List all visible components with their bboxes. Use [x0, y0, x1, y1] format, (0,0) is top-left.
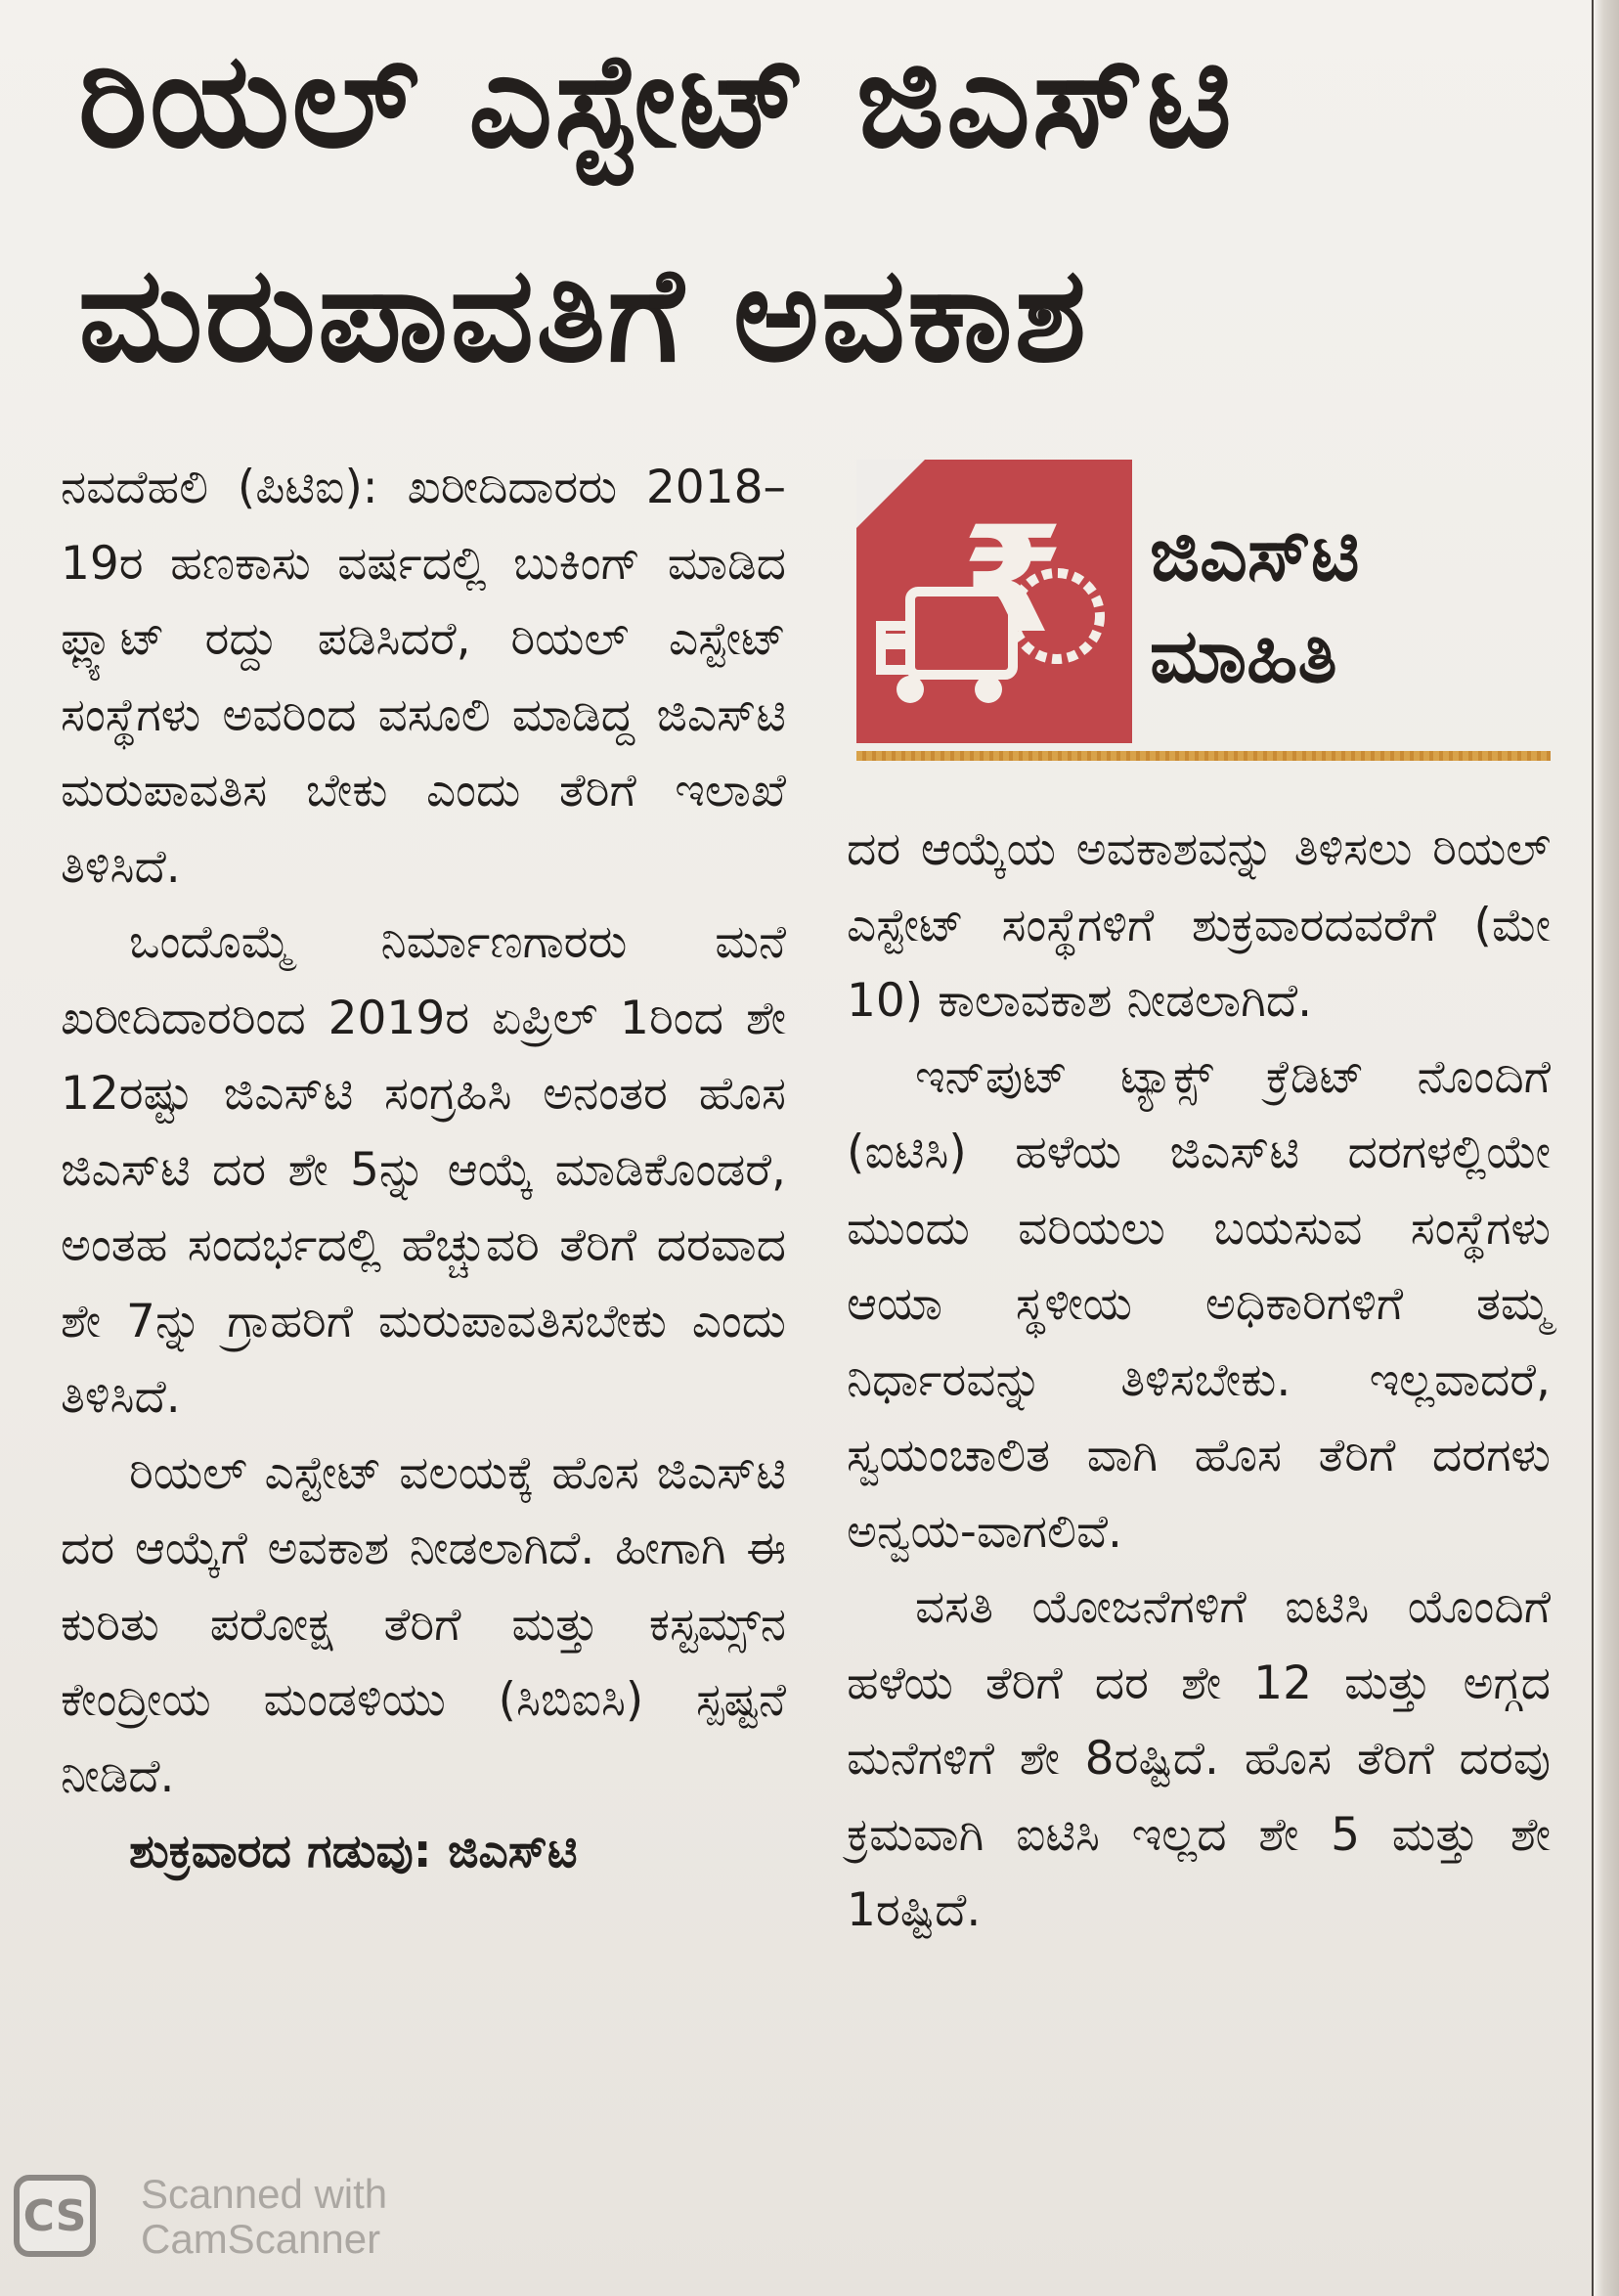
svg-text:₹: ₹	[961, 496, 1065, 666]
rupee-truck-icon	[856, 460, 1132, 743]
article-paragraph: ವಸತಿ ಯೋಜನೆಗಳಿಗೆ ಐಟಿಸಿ ಯೊಂದಿಗೆ ಹಳೆಯ ತೆರಿಗೆ ದರ ಶೇ 12 ಮತ್ತು ಅಗ್ಗದ ಮನೆಗಳಿಗೆ ಶೇ 8ರಷ್ಟಿದೆ. ಹೊಸ ತೆರಿಗೆ ದರವು ಕ್ರಮವಾಗಿ ಐಟಿಸಿ ಇಲ್ಲದ ಶೇ 5 ಮತ್ತು ಶೇ 1ರಷ್ಟಿದೆ.	[847, 1580, 1551, 1937]
page-edge	[1592, 0, 1619, 2296]
info-box-title	[1150, 504, 1541, 707]
watermark-line-2: CamScanner	[141, 2216, 381, 2262]
headline-line-2: ಮರುಪಾವತಿಗೆ ಅವಕಾಶ	[78, 239, 1089, 391]
headline-line-1: ರಿಯಲ್ ಎಸ್ಟೇಟ್ ಜಿಎಸ್‌ಟಿ	[78, 24, 1234, 177]
article-paragraph: ಒಂದೊಮ್ಮೆ ನಿರ್ಮಾಣಗಾರರು ಮನೆ ಖರೀದಿದಾರರಿಂದ 2019ರ ಏಪ್ರಿಲ್ 1ರಿಂದ ಶೇ 12ರಷ್ಟು ಜಿಎಸ್‌ಟಿ ಸಂಗ್ರಹಿಸಿ ಅನಂತರ ಹೊಸ ಜಿಎಸ್‌ಟಿ ದರ ಶೇ 5ನ್ನು ಆಯ್ಕೆ ಮಾಡಿಕೊಂಡರೆ, ಅಂತಹ ಸಂದರ್ಭದಲ್ಲಿ ಹೆಚ್ಚುವರಿ ತೆರಿಗೆ ದರವಾದ ಶೇ 7ನ್ನು ಗ್ರಾಹರಿಗೆ ಮರುಪಾವತಿಸಬೇಕು ಎಂದು ತಿಳಿಸಿದೆ.	[61, 915, 786, 1424]
camscanner-watermark	[14, 2163, 424, 2271]
article-paragraph: ದರ ಆಯ್ಕೆಯ ಅವಕಾಶವನ್ನು ತಿಳಿಸಲು ರಿಯಲ್ ಎಸ್ಟೇಟ್ ಸಂಸ್ಥೆಗಳಿಗೆ ಶುಕ್ರವಾರದವರೆಗೆ (ಮೇ 10) ಕಾಲಾವಕಾಶ ನೀಡಲಾಗಿದೆ.	[847, 822, 1551, 1028]
article-subheading: ಶುಕ್ರವಾರದ ಗಡುವು: ಜಿಎಸ್‌ಟಿ	[129, 1825, 578, 1878]
article-left-column	[61, 450, 786, 2278]
camscanner-logo-icon: CS	[14, 2175, 96, 2257]
info-title-line-2: ಮಾಹಿತಿ	[1150, 612, 1337, 699]
article-paragraph: ರಿಯಲ್ ಎಸ್ಟೇಟ್ ವಲಯಕ್ಕೆ ಹೊಸ ಜಿಎಸ್‌ಟಿ ದರ ಆಯ್ಕೆಗೆ ಅವಕಾಶ ನೀಡಲಾಗಿದೆ. ಹೀಗಾಗಿ ಈ ಕುರಿತು ಪರೋಕ್ಷ ತೆರಿಗೆ ಮತ್ತು ಕಸ್ಟಮ್ಸ್‌ನ ಕೇಂದ್ರೀಯ ಮಂಡಳಿಯು (ಸಿಬಿಐಸಿ) ಸ್ಪಷ್ಟನೆ ನೀಡಿದೆ.	[61, 1445, 786, 1803]
gst-info-box	[856, 460, 1551, 765]
article-paragraph: ನವದೆಹಲಿ (ಪಿಟಿಐ): ಖರೀದಿದಾರರು 2018–19ರ ಹಣಕಾಸು ವರ್ಷದಲ್ಲಿ ಬುಕಿಂಗ್ ಮಾಡಿದ ಫ್ಲ್ಯಾಟ್ ರದ್ದು ಪಡಿಸಿದರೆ, ರಿಯಲ್ ಎಸ್ಟೇಟ್ ಸಂಸ್ಥೆಗಳು ಅವರಿಂದ ವಸೂಲಿ ಮಾಡಿದ್ದ ಜಿಎಸ್‌ಟಿ ಮರುಪಾವತಿಸ ಬೇಕು ಎಂದು ತೆರಿಗೆ ಇಲಾಖೆ ತಿಳಿಸಿದೆ.	[61, 461, 786, 894]
article-right-column	[847, 812, 1551, 2249]
watermark-line-1: Scanned with	[141, 2171, 388, 2217]
info-box-underline	[856, 751, 1551, 761]
article-paragraph: ಇನ್‌ಪುಟ್ ಟ್ಯಾಕ್ಸ್ ಕ್ರೆಡಿಟ್ ನೊಂದಿಗೆ (ಐಟಿಸಿ) ಹಳೆಯ ಜಿಎಸ್‌ಟಿ ದರಗಳಲ್ಲಿಯೇ ಮುಂದು ವರಿಯಲು ಬಯಸುವ ಸಂಸ್ಥೆಗಳು ಆಯಾ ಸ್ಥಳೀಯ ಅಧಿಕಾರಿಗಳಿಗೆ ತಮ್ಮ ನಿರ್ಧಾರವನ್ನು ತಿಳಿಸಬೇಕು. ಇಲ್ಲವಾದರೆ, ಸ್ವಯಂಚಾಲಿತ ವಾಗಿ ಹೊಸ ತೆರಿಗೆ ದರಗಳು ಅನ್ವಯ-ವಾಗಲಿವೆ.	[847, 1049, 1551, 1559]
info-title-line-1: ಜಿಎಸ್‌ಟಿ	[1150, 510, 1360, 597]
